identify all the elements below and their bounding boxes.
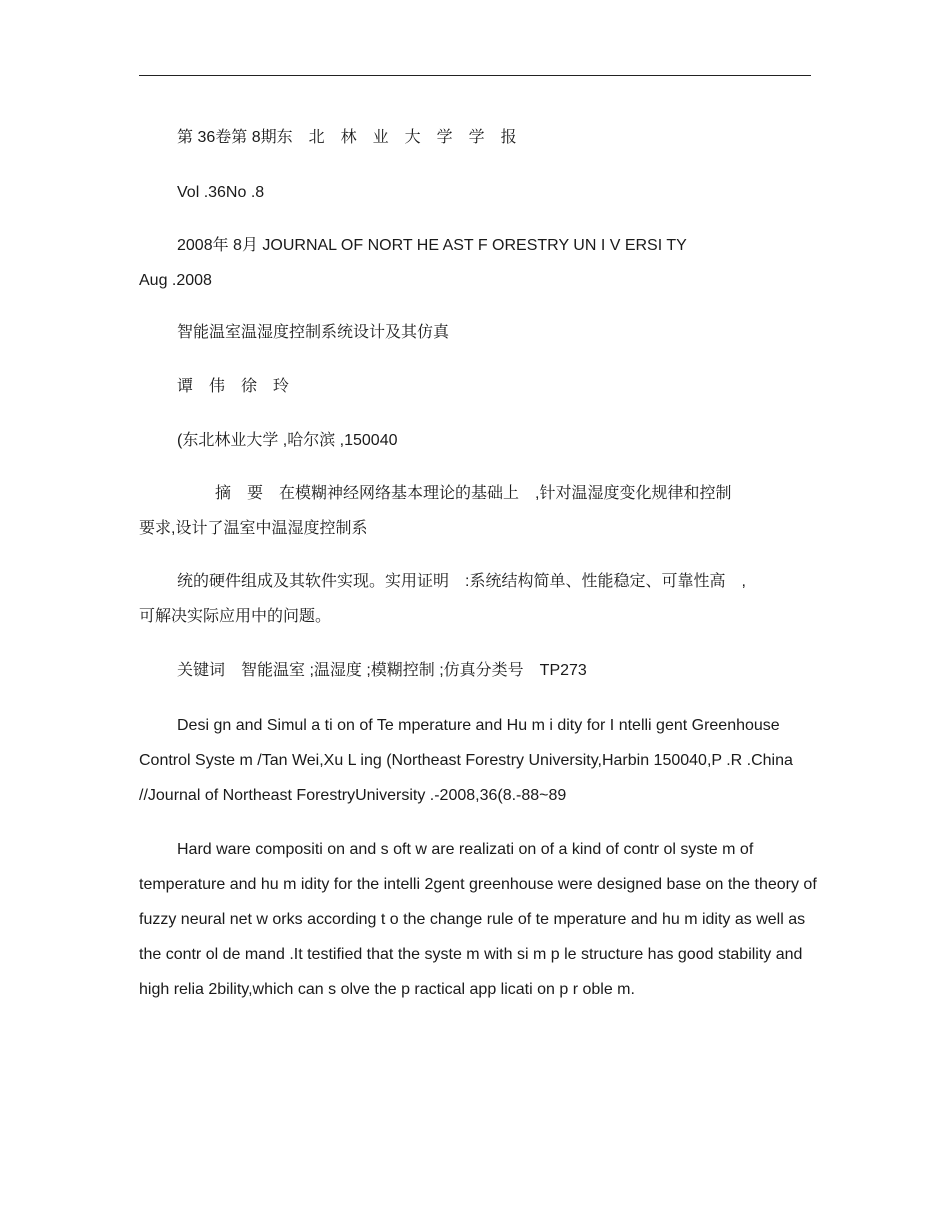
abstract-cn-line-4: 可解决实际应用中的问题。 xyxy=(139,608,332,625)
article-affiliation: (东北林业大学 ,哈尔滨 ,150040 xyxy=(177,432,398,449)
journal-date-en: Aug .2008 xyxy=(139,272,212,289)
journal-volume-en: Vol .36No .8 xyxy=(177,184,265,201)
journal-date-title: 2008年 8月 JOURNAL OF NORT HE AST F ORESTRY UN I V ERSI TY xyxy=(177,237,687,254)
article-title: 智能温室温湿度控制系统设计及其仿真 xyxy=(177,324,450,341)
abstract-cn-line-1: 摘 要 在模糊神经网络基本理论的基础上 ,针对温湿度变化规律和控制 xyxy=(215,485,732,502)
abstract-en: Hard ware compositi on and s oft w are realizati on of a kind of contr ol syste m of temperature and hu m idity for the intelli 2gent greenhouse were designed base on the theory of fuzzy neural net w orks according t o the change rule of te mperature and hu m idity as well as the contr ol de mand .It testified that the syste m with si m p le structure has good stability and high relia 2bility,which can s olve the p ractical app licati on p r oble m. xyxy=(139,841,817,998)
citation-en: Desi gn and Simul a ti on of Te mperature and Hu m i dity for I ntelli gent Greenhouse Control Syste m /Tan Wei,Xu L ing (Northeast Forestry University,Harbin 150040,P .R .China //Journal of Northeast ForestryUniversity .-2008,36(8.-88~89 xyxy=(139,717,793,804)
abstract-cn-line-3: 统的硬件组成及其软件实现。实用证明 :系统结构简单、性能稳定、可靠性高 , xyxy=(177,573,746,590)
header-rule xyxy=(139,75,811,76)
journal-volume-cn: 第 36卷第 8期东 北 林 业 大 学 学 报 xyxy=(177,129,517,146)
keywords-cn: 关键词 智能温室 ;温湿度 ;模糊控制 ;仿真分类号 TP273 xyxy=(177,662,587,679)
article-authors: 谭 伟 徐 玲 xyxy=(177,378,290,395)
abstract-cn-line-2: 要求,设计了温室中温湿度控制系 xyxy=(139,520,368,537)
